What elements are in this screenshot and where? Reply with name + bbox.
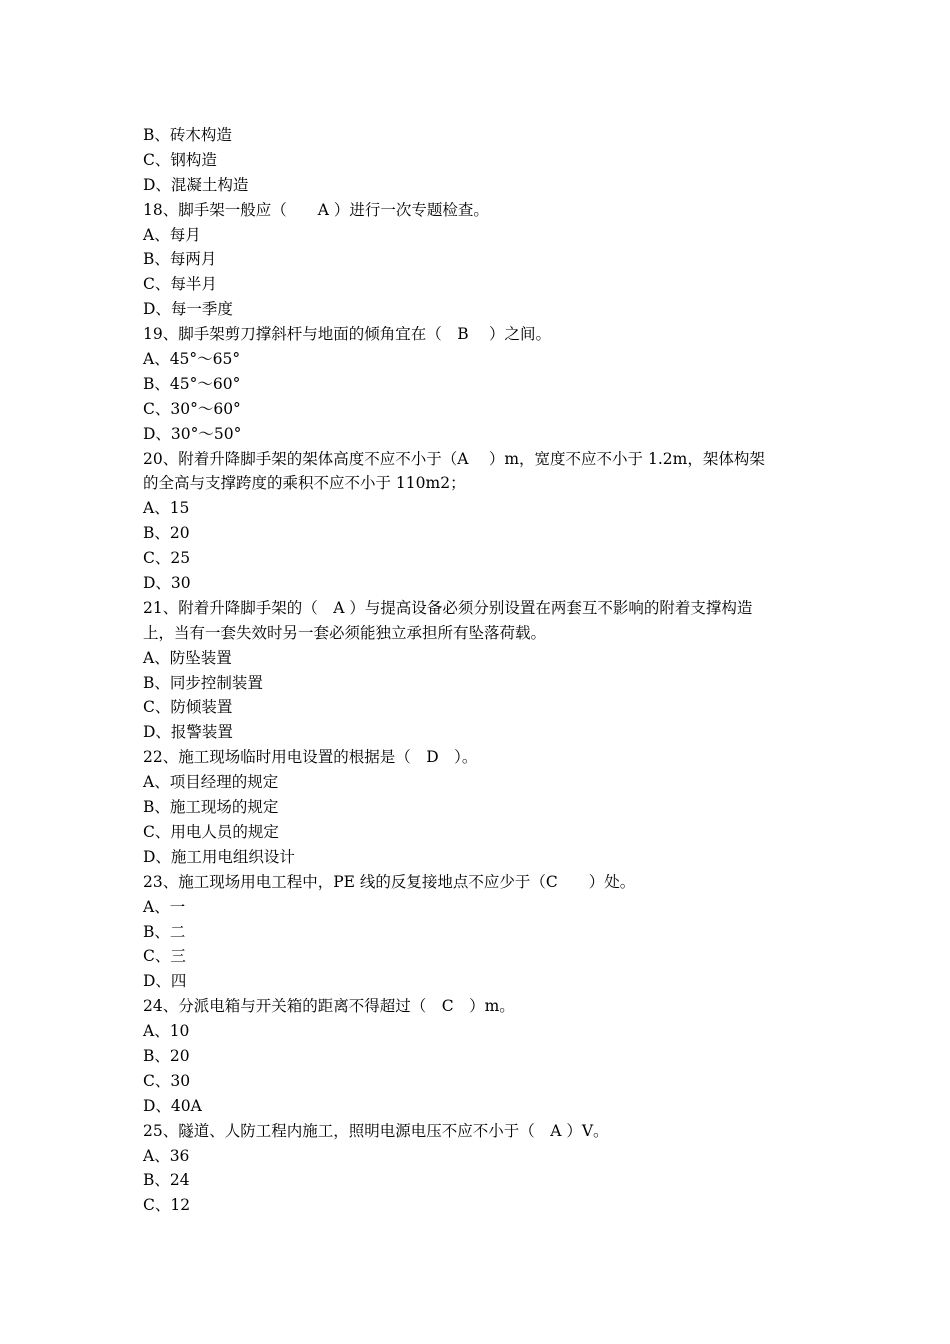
text-line: D、30 xyxy=(143,574,191,593)
text-line: C、25 xyxy=(143,549,191,568)
text-line: 20、附着升降脚手架的架体高度不应不小于（A ）m，宽度不应不小于 1.2m，架体构架 xyxy=(143,449,765,468)
text-line: B、每两月 xyxy=(143,250,217,269)
text-line: D、40A xyxy=(143,1096,202,1115)
text-line: B、20 xyxy=(143,524,190,543)
text-line: B、施工现场的规定 xyxy=(143,798,279,817)
text-line: 22、施工现场临时用电设置的根据是（ D ）。 xyxy=(143,748,478,767)
text-line: D、施工用电组织设计 xyxy=(143,847,295,866)
text-line: 上，当有一套失效时另一套必须能独立承担所有坠落荷载。 xyxy=(143,623,547,642)
text-line: C、30 xyxy=(143,1071,191,1090)
text-line: 25、隧道、人防工程内施工，照明电源电压不应不小于（ A ）V。 xyxy=(143,1121,609,1140)
text-line: C、钢构造 xyxy=(143,150,217,169)
text-line: B、二 xyxy=(143,922,186,941)
text-line: B、砖木构造 xyxy=(143,126,232,144)
text-line: A、每月 xyxy=(143,225,201,244)
text-line: D、混凝土构造 xyxy=(143,175,249,194)
text-line: B、20 xyxy=(143,1046,190,1065)
text-line: C、30°～60° xyxy=(143,399,241,418)
text-line: A、10 xyxy=(143,1022,190,1041)
text-line: D、30°～50° xyxy=(143,424,242,443)
text-line: 21、附着升降脚手架的（ A ）与提高设备必须分别设置在两套互不影响的附着支撑构造 xyxy=(143,598,753,617)
text-line: C、用电人员的规定 xyxy=(143,822,279,841)
text-line: A、项目经理的规定 xyxy=(143,773,279,792)
text-line: A、15 xyxy=(143,499,190,518)
text-line: C、每半月 xyxy=(143,275,217,294)
text-line: C、12 xyxy=(143,1196,191,1215)
text-line: A、一 xyxy=(143,897,186,916)
text-line: 的全高与支撑跨度的乘积不应不小于 110m2； xyxy=(143,474,466,493)
text-line: 24、分派电箱与开关箱的距离不得超过（ C ）m。 xyxy=(143,997,515,1016)
text-line: A、防坠装置 xyxy=(143,648,232,667)
text-line: 18、脚手架一般应（ A ）进行一次专题检查。 xyxy=(143,200,489,219)
text-line: B、45°～60° xyxy=(143,374,241,393)
text-line: B、24 xyxy=(143,1171,190,1190)
text-line: 23、施工现场用电工程中，PE 线的反复接地点不应少于（C ）处。 xyxy=(143,872,636,891)
text-line: D、报警装置 xyxy=(143,723,233,742)
text-line: D、四 xyxy=(143,972,187,991)
document-body xyxy=(143,123,810,1218)
text-line: D、每一季度 xyxy=(143,300,233,319)
text-line: A、36 xyxy=(143,1146,190,1165)
text-line: C、三 xyxy=(143,947,186,966)
text-line: B、同步控制装置 xyxy=(143,673,263,692)
text-line: 19、脚手架剪刀撑斜杆与地面的倾角宜在（ B ）之间。 xyxy=(143,325,552,344)
text-line: C、防倾装置 xyxy=(143,698,233,717)
text-line: A、45°～65° xyxy=(143,350,241,369)
